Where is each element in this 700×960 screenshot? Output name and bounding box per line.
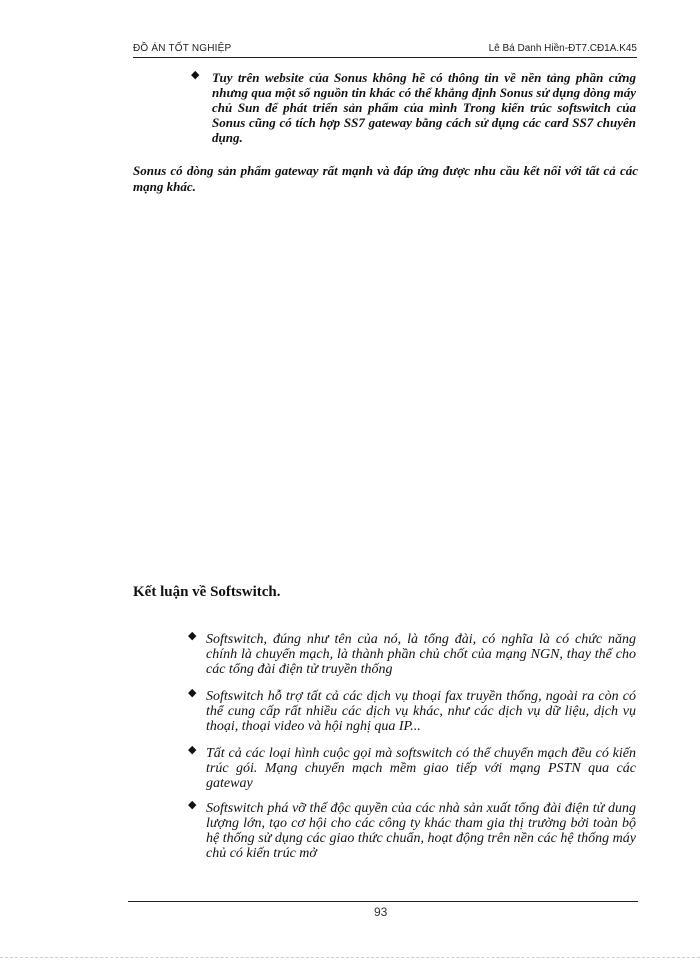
list-item: Softswitch phá vỡ thế độc quyền của các nhà sản xuất tổng đài điện tử dung lượng lớn, tạo cơ hội cho các công ty khác tham gia thị trường bởi toàn bộ hệ thống sử dụng các giao thức chuẩn, hoạt động trên nền các hệ thống máy chủ có kiến trúc mở: [206, 801, 636, 861]
top-bullet-text: Tuy trên website của Sonus không hề có thông tin về nền tảng phần cứng nhưng qua một số nguồn tin khác có thể khẳng định Sonus sử dụng dòng máy chủ Sun để phát triển sản phẩm của mình Trong kiến trúc softswitch của Sonus cũng có tích hợp SS7 gateway bằng cách sử dụng các card SS7 chuyên dụng.: [212, 70, 636, 145]
list-item: Softswitch, đúng như tên của nó, là tổng đài, có nghĩa là có chức năng chính là chuyển mạch, là thành phần chủ chốt của mạng NGN, thay thế cho các tổng đài điện tử truyền thống: [206, 632, 636, 677]
list-item: Softswitch hỗ trợ tất cả các dịch vụ thoại fax truyền thống, ngoài ra còn có thể cung cấp rất nhiều các dịch vụ khác, như các dịch vụ dữ liệu, dịch vụ thoại, thoại video và hội nghị qua IP...: [206, 689, 636, 734]
list-item: Tất cả các loại hình cuộc gọi mà softswitch có thể chuyển mạch đều có kiến trúc gói. Mạng chuyển mạch mềm giao tiếp với mạng PSTN qua các gateway: [206, 746, 636, 791]
header-author: Lê Bá Danh Hiền-ĐT7.CĐ1A.K45: [488, 43, 637, 54]
footer-divider: [128, 901, 638, 902]
page-break-line: [0, 957, 700, 958]
header-title: ĐỒ ÁN TỐT NGHIỆP: [133, 43, 232, 54]
page-header: [133, 43, 637, 58]
section-heading: Kết luận về Softswitch.: [133, 584, 281, 600]
diamond-bullet-icon: ◆: [188, 687, 197, 699]
page-number: 93: [374, 905, 388, 919]
diamond-bullet-icon: ◆: [188, 744, 197, 756]
diamond-bullet-icon: ◆: [191, 69, 200, 81]
diamond-bullet-icon: ◆: [188, 630, 197, 642]
diamond-bullet-icon: ◆: [188, 799, 197, 811]
gateway-paragraph: Sonus có dòng sản phẩm gateway rất mạnh và đáp ứng được nhu cầu kết nối với tất cả các mạng khác.: [133, 163, 638, 194]
